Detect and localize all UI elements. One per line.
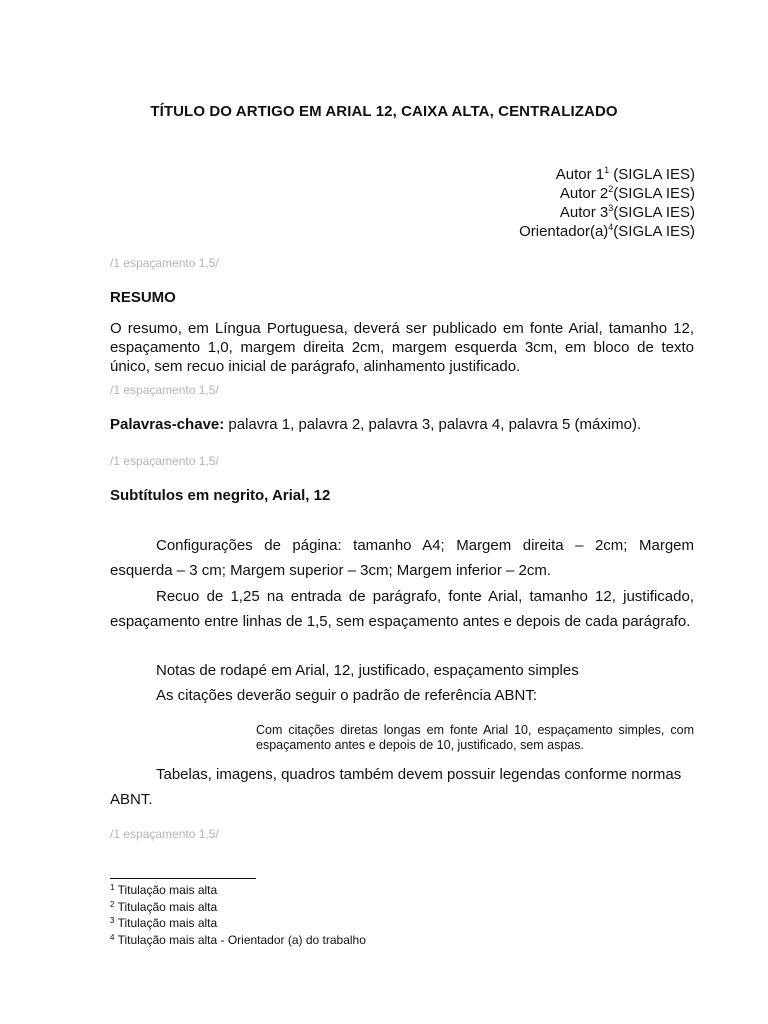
paragraph: Tabelas, imagens, quadros também devem possuir legendas conforme normas ABNT. <box>110 766 682 808</box>
paragraph: Notas de rodapé em Arial, 12, justificado, espaçamento simples <box>156 662 579 679</box>
keywords-label: Palavras-chave: <box>110 416 225 433</box>
article-title: TÍTULO DO ARTIGO EM ARIAL 12, CAIXA ALTA, CENTRALIZADO <box>150 103 618 120</box>
keywords-line <box>110 416 694 433</box>
footnote: $^3$ Titulação mais alta <box>110 916 218 930</box>
spacing-note: /1 espaçamento 1,5/ <box>110 383 219 397</box>
abstract-body: O resumo, em Língua Portuguesa, deverá ser publicado em fonte Arial, tamanho 12, espaçamento 1,0, margem direita 2cm, margem esquerda 3cm, em bloco de texto único, sem recuo inicial de parágrafo, alinhamento justificado. <box>110 320 694 375</box>
author-line: Autor $3^3(SIGLA$ IES) <box>559 203 695 221</box>
keywords-text: palavra 1, palavra 2, palavra 3, palavra 4, palavra 5 (máximo). <box>224 416 642 433</box>
author-list <box>519 165 695 241</box>
spacing-note: /1 espaçamento 1,5/ <box>110 827 219 841</box>
paragraph: Recuo de 1,25 na entrada de parágrafo, fonte Arial, tamanho 12, justificado, espaçamento entre linhas de 1,5, sem espaçamento antes e depois de cada parágrafo. <box>110 588 694 630</box>
spacing-note: /1 espaçamento 1,5/ <box>110 256 219 270</box>
abstract-heading: RESUMO <box>110 289 176 306</box>
author-line: Autor $2^2(SIGLA$ IES) <box>559 184 695 202</box>
footnote-separator <box>110 878 256 879</box>
footnote: $^1$ Titulação mais alta <box>110 883 218 897</box>
footnote: $^4$ Titulação mais alta - Orientador (a) do trabalho <box>110 932 366 947</box>
advisor-line: $Orientador(a)^4(SIGLA$ IES) <box>519 222 695 240</box>
section-subtitle: Subtítulos em negrito, Arial, 12 <box>110 487 331 504</box>
long-quote: Com citações diretas longas em fonte Arial 10, espaçamento simples, com espaçamento antes e depois de 10, justificado, sem aspas. <box>256 723 694 752</box>
footnotes <box>110 882 366 948</box>
paragraph: As citações deverão seguir o padrão de referência ABNT: <box>156 687 538 704</box>
paragraph: Configurações de página: tamanho A4; Margem direita – 2cm; Margem esquerda – 3 cm; Margem superior – 3cm; Margem inferior – 2cm. <box>110 537 694 579</box>
footnote: $^2$ Titulação mais alta <box>110 899 218 914</box>
spacing-note: /1 espaçamento 1,5/ <box>110 454 219 468</box>
author-line: Autor $1^1$ (SIGLA IES) <box>555 165 695 183</box>
